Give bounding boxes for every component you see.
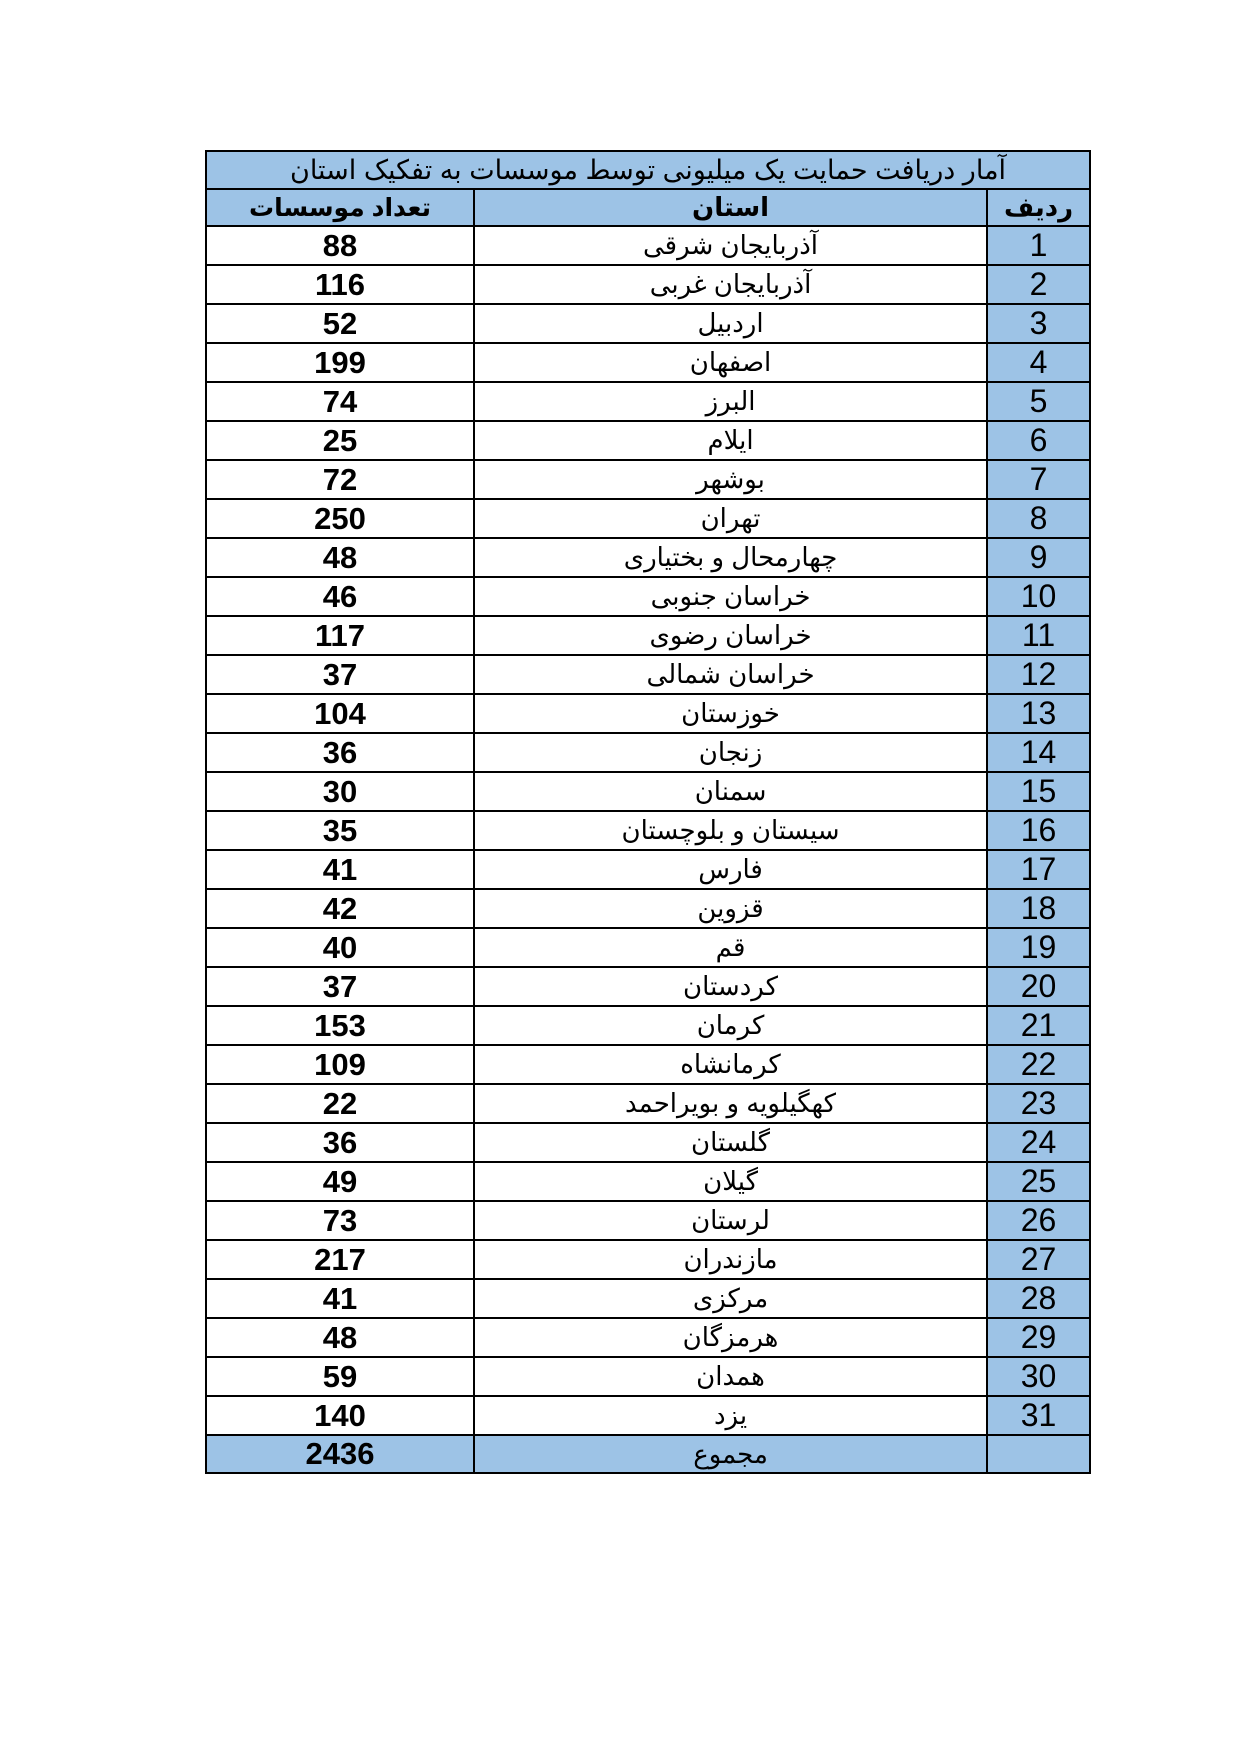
row-index: 29 <box>987 1318 1090 1357</box>
row-province: چهارمحال و بختیاری <box>474 538 987 577</box>
row-count: 88 <box>206 226 474 265</box>
row-index: 14 <box>987 733 1090 772</box>
header-index: ردیف <box>987 189 1090 226</box>
row-index: 31 <box>987 1396 1090 1435</box>
row-index: 8 <box>987 499 1090 538</box>
row-province: آذربایجان شرقی <box>474 226 987 265</box>
row-count: 217 <box>206 1240 474 1279</box>
row-count: 37 <box>206 655 474 694</box>
table-row <box>206 1240 1090 1279</box>
table-row <box>206 265 1090 304</box>
table-row <box>206 889 1090 928</box>
row-count: 199 <box>206 343 474 382</box>
row-count: 74 <box>206 382 474 421</box>
row-province: گیلان <box>474 1162 987 1201</box>
row-index: 27 <box>987 1240 1090 1279</box>
table-row <box>206 343 1090 382</box>
table-row <box>206 928 1090 967</box>
table-row <box>206 1123 1090 1162</box>
row-index: 28 <box>987 1279 1090 1318</box>
table-row <box>206 1201 1090 1240</box>
row-index: 19 <box>987 928 1090 967</box>
row-province: خوزستان <box>474 694 987 733</box>
province-stats-table <box>205 150 1091 1474</box>
row-province: کردستان <box>474 967 987 1006</box>
row-province: البرز <box>474 382 987 421</box>
row-index: 9 <box>987 538 1090 577</box>
row-province: قزوین <box>474 889 987 928</box>
row-index: 18 <box>987 889 1090 928</box>
row-province: اردبیل <box>474 304 987 343</box>
row-count: 41 <box>206 850 474 889</box>
header-province: استان <box>474 189 987 226</box>
table-row <box>206 577 1090 616</box>
row-count: 40 <box>206 928 474 967</box>
table-row <box>206 1279 1090 1318</box>
row-count: 109 <box>206 1045 474 1084</box>
row-index: 30 <box>987 1357 1090 1396</box>
row-province: خراسان رضوی <box>474 616 987 655</box>
row-index: 15 <box>987 772 1090 811</box>
row-count: 59 <box>206 1357 474 1396</box>
table-row <box>206 850 1090 889</box>
row-index: 7 <box>987 460 1090 499</box>
row-count: 41 <box>206 1279 474 1318</box>
table-row <box>206 1357 1090 1396</box>
row-province: تهران <box>474 499 987 538</box>
row-index: 17 <box>987 850 1090 889</box>
row-count: 22 <box>206 1084 474 1123</box>
row-index: 2 <box>987 265 1090 304</box>
row-count: 25 <box>206 421 474 460</box>
row-count: 35 <box>206 811 474 850</box>
row-index: 26 <box>987 1201 1090 1240</box>
row-index: 4 <box>987 343 1090 382</box>
table-row <box>206 1162 1090 1201</box>
row-province: کرمان <box>474 1006 987 1045</box>
row-province: لرستان <box>474 1201 987 1240</box>
total-count: 2436 <box>206 1435 474 1473</box>
row-province: کهگیلویه و بویراحمد <box>474 1084 987 1123</box>
row-index: 12 <box>987 655 1090 694</box>
row-count: 48 <box>206 1318 474 1357</box>
row-index: 20 <box>987 967 1090 1006</box>
title-row <box>206 151 1090 189</box>
row-province: یزد <box>474 1396 987 1435</box>
table-row <box>206 1045 1090 1084</box>
table-row <box>206 616 1090 655</box>
row-index: 23 <box>987 1084 1090 1123</box>
table-row <box>206 538 1090 577</box>
row-index: 11 <box>987 616 1090 655</box>
row-count: 49 <box>206 1162 474 1201</box>
row-count: 37 <box>206 967 474 1006</box>
row-count: 250 <box>206 499 474 538</box>
header-row <box>206 189 1090 226</box>
row-count: 104 <box>206 694 474 733</box>
table-row <box>206 460 1090 499</box>
table-row <box>206 1396 1090 1435</box>
table-row <box>206 772 1090 811</box>
table-row <box>206 304 1090 343</box>
row-count: 52 <box>206 304 474 343</box>
table-row <box>206 655 1090 694</box>
row-index: 25 <box>987 1162 1090 1201</box>
row-count: 72 <box>206 460 474 499</box>
table-row <box>206 1084 1090 1123</box>
table-row <box>206 811 1090 850</box>
table-row <box>206 1006 1090 1045</box>
row-count: 140 <box>206 1396 474 1435</box>
row-index: 5 <box>987 382 1090 421</box>
row-province: خراسان شمالی <box>474 655 987 694</box>
table-row <box>206 733 1090 772</box>
table-body <box>206 226 1090 1435</box>
table-row <box>206 421 1090 460</box>
total-label: مجموع <box>474 1435 987 1473</box>
row-count: 153 <box>206 1006 474 1045</box>
row-count: 117 <box>206 616 474 655</box>
row-province: هرمزگان <box>474 1318 987 1357</box>
table-row <box>206 226 1090 265</box>
row-province: قم <box>474 928 987 967</box>
row-province: گلستان <box>474 1123 987 1162</box>
row-count: 73 <box>206 1201 474 1240</box>
total-row <box>206 1435 1090 1473</box>
total-index <box>987 1435 1090 1473</box>
table-title: آمار دریافت حمایت یک میلیونی توسط موسسات به تفکیک استان <box>206 151 1090 189</box>
table-row <box>206 967 1090 1006</box>
row-index: 3 <box>987 304 1090 343</box>
row-count: 42 <box>206 889 474 928</box>
row-count: 36 <box>206 1123 474 1162</box>
row-province: فارس <box>474 850 987 889</box>
row-province: کرمانشاه <box>474 1045 987 1084</box>
row-province: مازندران <box>474 1240 987 1279</box>
row-province: ایلام <box>474 421 987 460</box>
row-province: سیستان و بلوچستان <box>474 811 987 850</box>
row-province: آذربایجان غربی <box>474 265 987 304</box>
row-count: 36 <box>206 733 474 772</box>
header-count: تعداد موسسات <box>206 189 474 226</box>
row-index: 1 <box>987 226 1090 265</box>
row-index: 24 <box>987 1123 1090 1162</box>
table-row <box>206 694 1090 733</box>
row-count: 116 <box>206 265 474 304</box>
row-province: اصفهان <box>474 343 987 382</box>
row-province: همدان <box>474 1357 987 1396</box>
row-count: 30 <box>206 772 474 811</box>
row-index: 10 <box>987 577 1090 616</box>
row-count: 46 <box>206 577 474 616</box>
row-province: زنجان <box>474 733 987 772</box>
row-province: بوشهر <box>474 460 987 499</box>
row-count: 48 <box>206 538 474 577</box>
row-province: مرکزی <box>474 1279 987 1318</box>
row-province: سمنان <box>474 772 987 811</box>
row-index: 22 <box>987 1045 1090 1084</box>
table-row <box>206 499 1090 538</box>
table-row <box>206 382 1090 421</box>
row-index: 13 <box>987 694 1090 733</box>
row-province: خراسان جنوبی <box>474 577 987 616</box>
table-row <box>206 1318 1090 1357</box>
row-index: 6 <box>987 421 1090 460</box>
row-index: 16 <box>987 811 1090 850</box>
row-index: 21 <box>987 1006 1090 1045</box>
